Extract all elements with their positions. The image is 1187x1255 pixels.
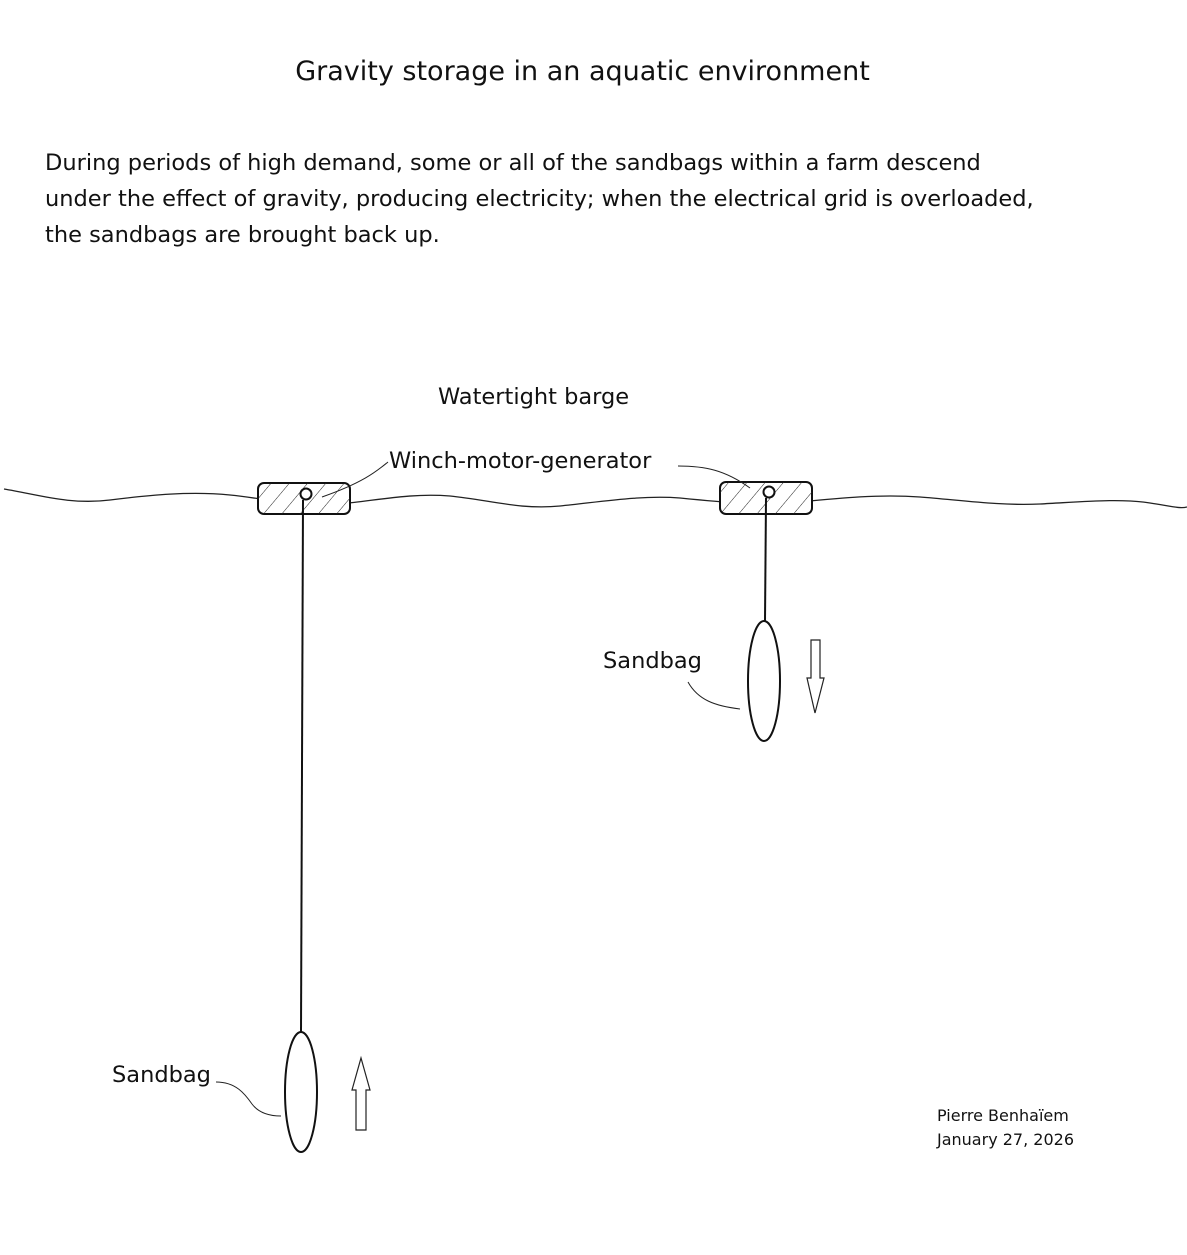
barge-left <box>258 483 350 514</box>
winch-left <box>301 489 312 500</box>
cable-left <box>301 500 303 1032</box>
author-name: Pierre Benhaïem <box>937 1106 1069 1125</box>
author-date: January 27, 2026 <box>937 1130 1074 1149</box>
winch-right <box>764 487 775 498</box>
arrow-down-icon <box>807 640 824 713</box>
leader-sandbag-right <box>688 682 740 709</box>
sandbag-left <box>285 1032 317 1152</box>
barge-label: Watertight barge <box>438 384 630 410</box>
description-line-3: the sandbags are brought back up. <box>45 222 440 248</box>
description-line-2: under the effect of gravity, producing electricity; when the electrical grid is overloaded, <box>45 186 1034 212</box>
leader-sandbag-left <box>216 1082 281 1116</box>
water-surface <box>4 489 1187 508</box>
sandbag-left-label: Sandbag <box>112 1062 211 1088</box>
sandbag-right-label: Sandbag <box>603 648 702 674</box>
winch-label: Winch-motor-generator <box>389 448 652 474</box>
description-line-1: During periods of high demand, some or all of the sandbags within a farm descend <box>45 150 981 176</box>
cable-right <box>765 498 766 621</box>
sandbag-right <box>748 621 780 741</box>
signature <box>937 1104 1074 1152</box>
arrow-up-icon <box>352 1058 370 1130</box>
page-title: Gravity storage in an aquatic environment <box>295 56 870 87</box>
